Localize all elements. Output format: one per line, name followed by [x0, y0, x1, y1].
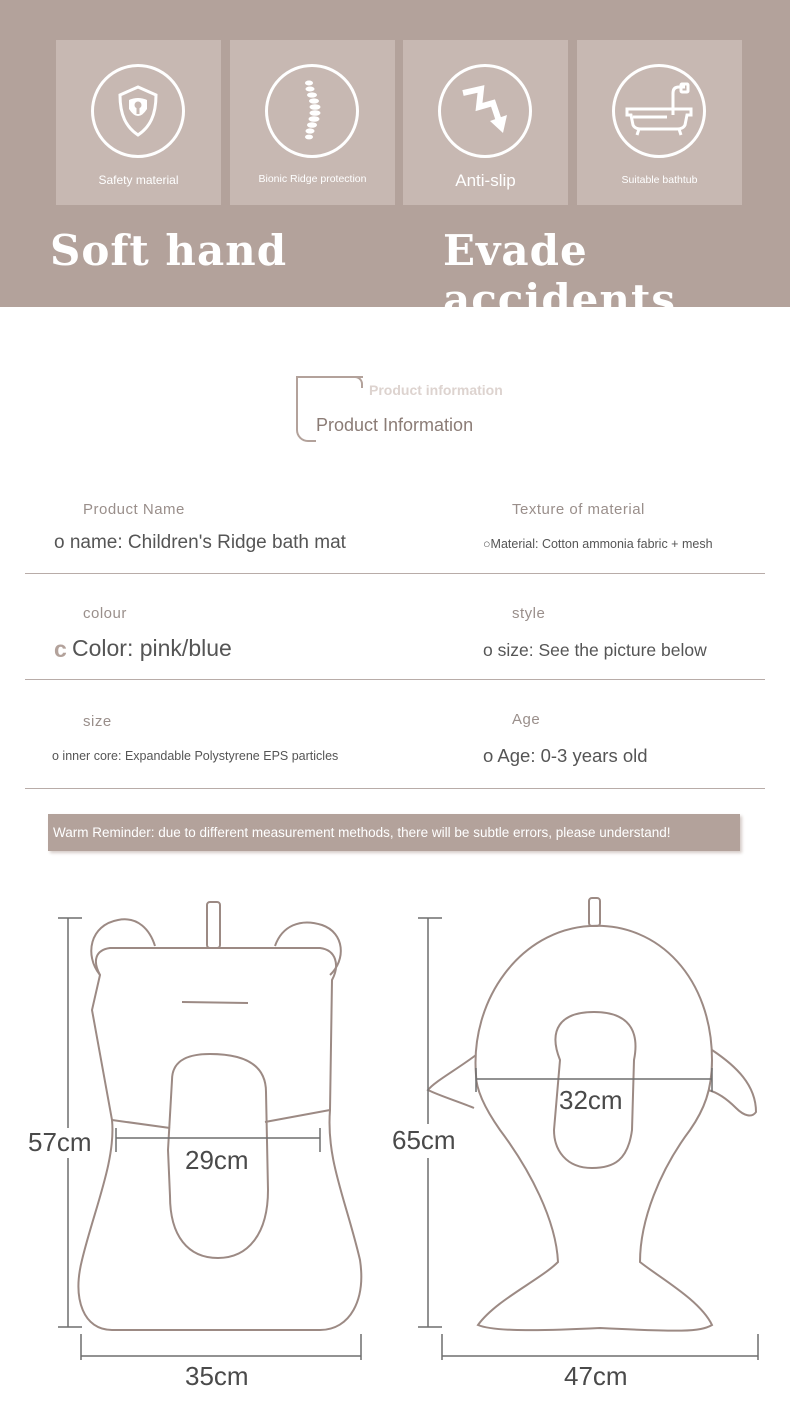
- value-size: o inner core: Expandable Polystyrene EPS particles: [52, 749, 339, 763]
- zigzag-arrow-icon: [438, 64, 532, 158]
- bathtub-icon: [612, 64, 706, 158]
- label-age: Age: [512, 711, 541, 728]
- right-inner-width-label: 32cm: [559, 1085, 623, 1115]
- label-style: style: [512, 605, 546, 622]
- shield-lock-icon: [91, 64, 185, 158]
- label-colour: colour: [83, 605, 127, 622]
- section-subtitle: Product information: [369, 382, 503, 398]
- left-width-label: 35cm: [185, 1361, 249, 1391]
- feature-safety-material: [56, 40, 221, 205]
- value-product-name: o name: Children's Ridge bath mat: [54, 532, 346, 553]
- slogan-left: Soft hand: [50, 226, 288, 275]
- feature-suitable-bathtub: [577, 40, 742, 205]
- feature-anti-slip: [403, 40, 568, 205]
- row-divider: [25, 788, 765, 789]
- slogan-right: Evade accidents: [443, 226, 676, 324]
- value-colour: Color: pink/blue: [72, 635, 232, 661]
- bear-mat-outline: [79, 902, 362, 1330]
- left-inner-width-label: 29cm: [185, 1145, 249, 1175]
- section-title: Product Information: [316, 415, 474, 435]
- row-divider: [25, 679, 765, 680]
- header-bracket: [296, 376, 316, 442]
- hero-banner: [0, 0, 790, 324]
- feature-label: Safety material: [98, 173, 179, 187]
- feature-label: Bionic Ridge protection: [258, 173, 367, 185]
- right-dimension-lines: [418, 918, 758, 1360]
- row-divider: [25, 573, 765, 574]
- left-height-label: 57cm: [28, 1127, 92, 1157]
- value-age: o Age: 0-3 years old: [483, 745, 648, 766]
- right-height-label: 65cm: [392, 1125, 456, 1155]
- value-texture: ○Material: Cotton ammonia fabric + mesh: [483, 537, 713, 551]
- spine-icon: [265, 64, 359, 158]
- left-dimension-lines: [58, 918, 361, 1360]
- label-size: size: [83, 713, 112, 730]
- right-width-label: 47cm: [564, 1361, 628, 1391]
- warm-reminder-banner: Warm Reminder: due to different measurement methods, there will be subtle errors, please understand!: [48, 814, 740, 851]
- feature-label: Suitable bathtub: [621, 174, 698, 186]
- feature-label: Anti-slip: [455, 171, 516, 190]
- label-product-name: Product Name: [83, 501, 185, 518]
- feature-bionic-ridge: [230, 40, 395, 205]
- value-style: o size: See the picture below: [483, 640, 707, 660]
- label-texture: Texture of material: [512, 501, 645, 518]
- value-colour-prefix: c: [54, 636, 67, 662]
